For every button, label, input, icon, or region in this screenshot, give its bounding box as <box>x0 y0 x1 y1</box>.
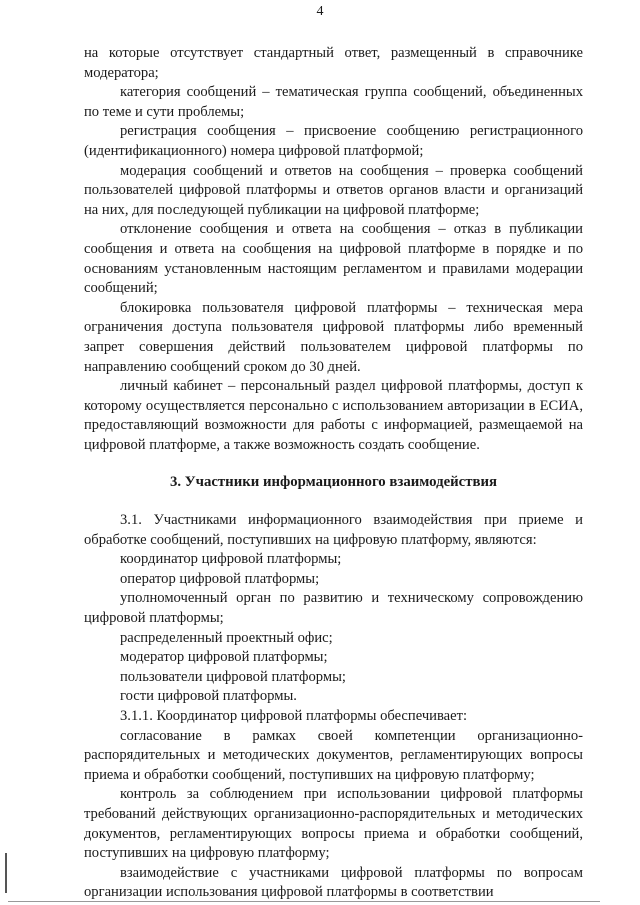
paragraph-q3: оператор цифровой платформы; <box>120 570 320 587</box>
paragraph-q12: взаимодействие с участниками цифровой платформы по вопросам организации использования цифровой платформы в соответствии <box>84 864 583 901</box>
paragraph-q11: контроль за соблюдением при использовании цифровой платформы требований действующих организационно-распорядительных и методических документов, регламентирующих вопросы приема и обработки сообщений, поступивших на цифровую платформу; <box>84 786 583 862</box>
paragraph-q1: 3.1. Участниками информационного взаимодействия при приеме и обработке сообщений, поступивших на цифровую платформу, являются: <box>84 512 583 548</box>
paragraph-q5: распределенный проектный офис; <box>120 629 333 646</box>
document-body <box>84 44 583 903</box>
paragraph-p6: блокировка пользователя цифровой платформы – техническая мера ограничения доступа пользователя цифровой платформы либо временный запрет совершения действий пользователем цифровой платформы по направлению сообщений сроком до 30 дней. <box>84 299 583 375</box>
paragraph-p2: категория сообщений – тематическая группа сообщений, объединенных по теме и сути проблемы; <box>84 84 583 120</box>
scan-edge-mark <box>5 853 7 893</box>
paragraph-q10: согласование в рамках своей компетенции организационно-распорядительных и методических документов, регламентирующих вопросы приема и обработки сообщений, поступивших на цифровую платформу; <box>84 727 583 783</box>
paragraph-p7: личный кабинет – персональный раздел цифровой платформы, доступ к которому осуществляется персонально с использованием авторизации в ЕСИА, предоставляющий возможности для работы с информацией, размещаемой на цифровой платформе, а также возможность создать сообщение. <box>84 378 583 453</box>
paragraph-q6: модератор цифровой платформы; <box>120 649 328 666</box>
paragraph-q4: уполномоченный орган по развитию и техническому сопровождению цифровой платформы; <box>84 590 583 627</box>
page-number: 4 <box>316 4 324 19</box>
scan-bottom-edge <box>8 901 600 902</box>
paragraph-q8: гости цифровой платформы. <box>120 688 297 705</box>
paragraph-q2: координатор цифровой платформы; <box>120 551 342 568</box>
paragraph-p3: регистрация сообщения – присвоение сообщению регистрационного (идентификационного) номера цифровой платформой; <box>84 123 583 159</box>
paragraph-p1: на которые отсутствует стандартный ответ, размещенный в справочнике модератора; <box>84 45 583 81</box>
paragraph-p5: отклонение сообщения и ответа на сообщения – отказ в публикации сообщения и ответа на сообщения на цифровой платформе в порядке и по основаниям установленным настоящим регламентом и правилами модерации сообщений; <box>84 221 583 297</box>
paragraph-p4: модерация сообщений и ответов на сообщения – проверка сообщений пользователей цифровой платформы и ответов органов власти и организаций на них, для последующей публикации на цифровой платформе; <box>84 162 583 218</box>
paragraph-q9: 3.1.1. Координатор цифровой платформы обеспечивает: <box>120 708 468 724</box>
paragraph-q7: пользователи цифровой платформы; <box>120 668 346 685</box>
section-heading: 3. Участники информационного взаимодействия <box>169 474 498 491</box>
